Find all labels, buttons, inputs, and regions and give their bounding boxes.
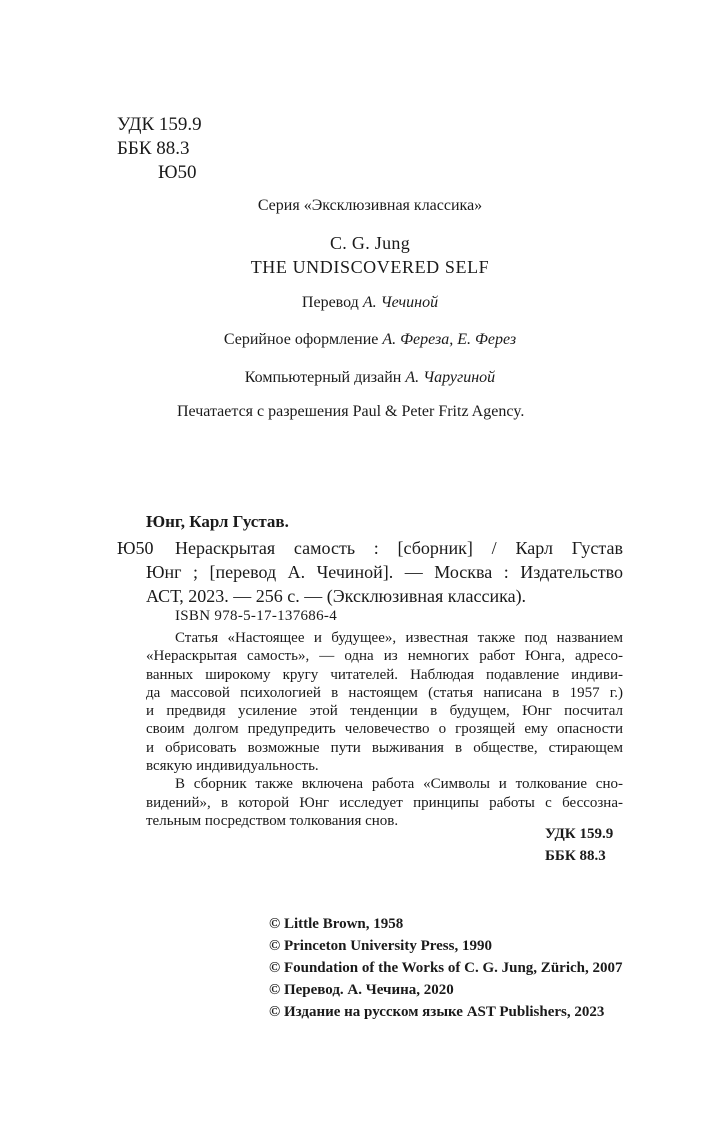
annotation-line: тельным посредством толкования снов. [146, 812, 399, 829]
annotation-line: видений», в которой Юнг исследует принципы работы с бессозна- [146, 794, 623, 811]
isbn: ISBN 978-5-17-137686-4 [175, 608, 338, 624]
credit-computer-design [0, 369, 709, 387]
biblio-author: Юнг, Карл Густав. [146, 512, 289, 531]
credit-label: Компьютерный дизайн [244, 369, 402, 386]
original-title: THE UNDISCOVERED SELF [250, 257, 490, 277]
bbk-code: ББК 88.3 [545, 848, 606, 864]
series-line: Серия «Эксклюзивная классика» [257, 197, 483, 214]
udk-code: УДК 159.9 [117, 114, 202, 135]
biblio-code: Ю50 [117, 538, 154, 558]
bbk-code: ББК 88.3 [117, 138, 190, 159]
bottom-codes [545, 823, 613, 867]
copyright-line: © Little Brown, 1958 [269, 916, 404, 932]
annotation-line: и обрисовать возможные пути выживания в обществе, стирающем [146, 739, 623, 756]
original-author: C. G. Jung [329, 233, 410, 253]
credit-names: А. Фереза, Е. Ферез [382, 331, 517, 348]
annotation-line: и предвидя усиление этой тенденции в будущем, Юнг посчитал [146, 703, 623, 720]
author-mark: Ю50 [158, 162, 197, 183]
biblio-line: АСТ, 2023. — 256 с. — (Эксклюзивная классика). [146, 586, 527, 606]
copyright-line: © Foundation of the Works of C. G. Jung, Zürich, 2007 [269, 960, 623, 976]
permission-note: Печатается с разрешения Paul & Peter Fritz Agency. [177, 403, 525, 420]
annotation [146, 629, 623, 830]
annotation-line: ванных широкому кругу читателей. Наблюдая подавление индиви- [146, 666, 623, 683]
credit-series-design [0, 331, 709, 349]
classification-codes [117, 113, 202, 185]
biblio-line: Нераскрытая самость : [сборник] / Карл Густав [175, 538, 623, 558]
credit-names: А. Чаругиной [405, 369, 496, 386]
copyright-line: © Перевод. А. Чечина, 2020 [269, 982, 454, 998]
credit-label: Перевод [301, 294, 359, 311]
annotation-line: Статья «Настоящее и будущее», известная также под названием [175, 630, 623, 646]
credit-translation [0, 294, 709, 312]
udk-code: УДК 159.9 [545, 826, 614, 842]
copyright-line: © Princeton University Press, 1990 [269, 938, 492, 954]
copyright-line: © Издание на русском языке AST Publishers, 2023 [269, 1004, 605, 1020]
credit-label: Серийное оформление [223, 331, 379, 348]
annotation-line: В сборник также включена работа «Символы и толкование сно- [175, 776, 623, 793]
copyright-list [269, 913, 622, 1023]
biblio-description [146, 536, 623, 608]
credit-names: А. Чечиной [362, 294, 439, 311]
annotation-line: всякую индивидуальность. [146, 758, 319, 775]
annotation-line: да массовой психологией в настоящем (статья написана в 1957 г.) [146, 684, 623, 701]
annotation-line: «Нераскрытая самость», — одна из немногих работ Юнга, адресо- [146, 648, 623, 665]
annotation-line: своим долгом предупредить человечество о грозящей ему опасности [146, 721, 623, 738]
biblio-line: Юнг ; [перевод А. Чечиной]. — Москва : Издательство [146, 562, 623, 582]
